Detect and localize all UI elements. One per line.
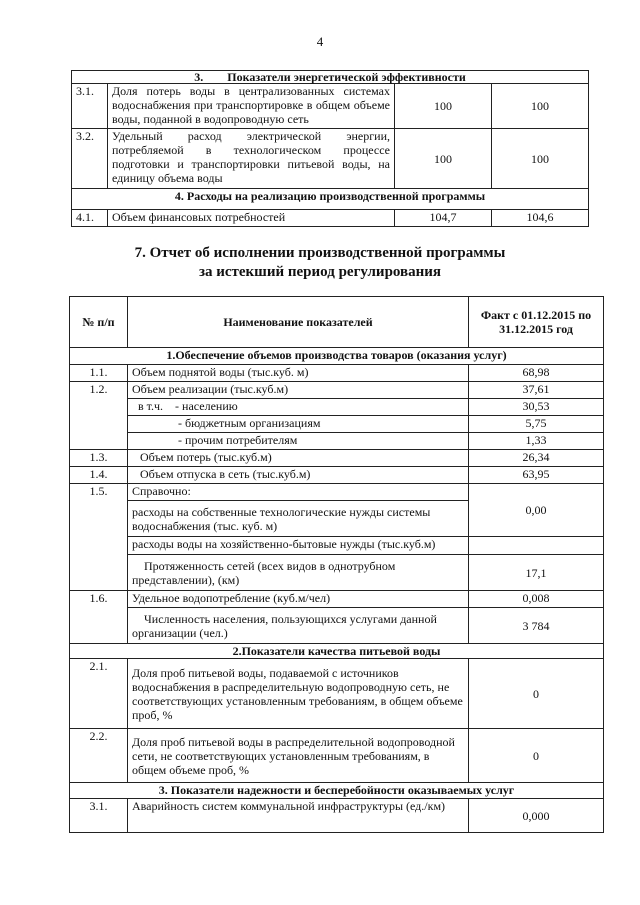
table-row: в т.ч. - населению 30,53 xyxy=(70,399,604,416)
section-header: 1.Обеспечение объемов производства товаров (оказания услуг) xyxy=(70,348,604,365)
table-row: Численность населения, пользующихся услугами данной организации (чел.) 3 784 xyxy=(70,608,604,644)
header-row: № п/п Наименование показателей Факт с 01.12.2015 по 31.12.2015 год xyxy=(70,297,604,348)
table-row: - бюджетным организациям 5,75 xyxy=(70,416,604,433)
page-number: 4 xyxy=(316,34,324,49)
section-header: 2.Показатели качества питьевой воды xyxy=(70,644,604,659)
table-row: 1.4. Объем отпуска в сеть (тыс.куб.м) 63,95 xyxy=(70,467,604,484)
table-row: 2.1. Доля проб питьевой воды, подаваемой с источников водоснабжения в распределительную водопроводную сеть, не соответствующих установленным требованиям, в общем объеме проб, % 0 xyxy=(70,659,604,729)
table-row: расходы на собственные технологические нужды системы водоснабжения (тыс. куб. м) xyxy=(70,501,604,537)
table-row: 1.2. Объем реализации (тыс.куб.м) 37,61 xyxy=(70,382,604,399)
table-row: 2.2. Доля проб питьевой воды в распределительной водопроводной сети, не соответствующих установленным требованиям, в общем объеме проб, % 0 xyxy=(70,729,604,783)
table-row: 3.1. Доля потерь воды в централизованных системах водоснабжения при транспортировке в общем объеме воды, поданной в водопроводную сеть 100 100 xyxy=(72,84,589,129)
section-header: 3. Показатели энергетической эффективности xyxy=(72,71,589,84)
table-row: 1.1. Объем поднятой воды (тыс.куб. м) 68,98 xyxy=(70,365,604,382)
table-row: - прочим потребителям 1,33 xyxy=(70,433,604,450)
table-row: расходы воды на хозяйственно-бытовые нужды (тыс.куб.м) xyxy=(70,537,604,555)
section-title: 7. Отчет об исполнении производственной программы за истекший период регулирования xyxy=(134,245,506,280)
section-header: 3. Показатели надежности и бесперебойности оказываемых услуг xyxy=(70,783,604,799)
table-row: 3.2. Удельный расход электрической энергии, потребляемой в технологическом процессе подготовки и транспортировки питьевой воды, на единицу объема воды 100 100 xyxy=(72,129,589,189)
table-row: 4.1. Объем финансовых потребностей 104,7 104,6 xyxy=(72,210,589,227)
table-row: 1.3. Объем потерь (тыс.куб.м) 26,34 xyxy=(70,450,604,467)
section-header: 4. Расходы на реализацию производственной программы xyxy=(72,189,589,210)
table-row: 3.1. Аварийность систем коммунальной инфраструктуры (ед./км) 0,000 xyxy=(70,799,604,833)
table-row: 1.5. Справочно: 0,00 xyxy=(70,484,604,501)
table-row: 1.6. Удельное водопотребление (куб.м/чел) 0,008 xyxy=(70,591,604,608)
table-row: Протяженность сетей (всех видов в однотрубном представлении), (км) 17,1 xyxy=(70,555,604,591)
program-report-table xyxy=(69,296,604,833)
energy-efficiency-table xyxy=(71,70,589,227)
